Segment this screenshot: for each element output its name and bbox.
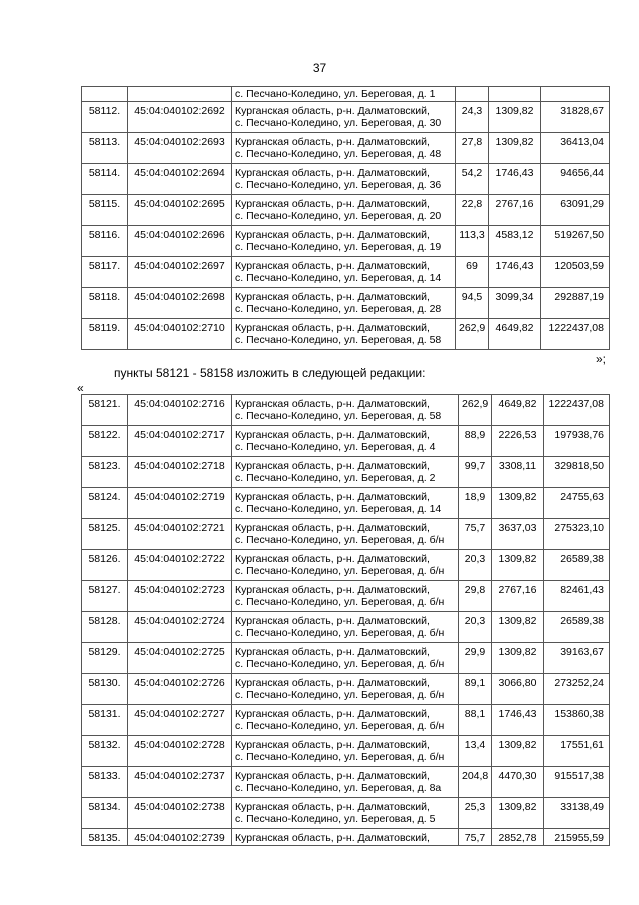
rate-cell: 1746,43 bbox=[492, 705, 544, 736]
address-line-region: Курганская область, р-н. Далматовский, bbox=[235, 801, 430, 813]
table-row bbox=[82, 133, 610, 164]
address-line-locality: с. Песчано-Коледино, ул. Береговая, д. 4 bbox=[235, 441, 436, 453]
cadastral-number-cell: 45:04:040102:2721 bbox=[128, 519, 232, 550]
table-row bbox=[82, 164, 610, 195]
address-cell bbox=[232, 705, 459, 736]
area-cell: 94,5 bbox=[456, 288, 489, 319]
cost-cell: 1222437,08 bbox=[544, 395, 610, 426]
row-number-cell bbox=[82, 87, 128, 102]
cost-cell: 1222437,08 bbox=[541, 319, 610, 350]
cadastral-number-cell: 45:04:040102:2716 bbox=[128, 395, 232, 426]
cadastral-number-cell: 45:04:040102:2717 bbox=[128, 426, 232, 457]
cost-cell: 153860,38 bbox=[544, 705, 610, 736]
table-row bbox=[82, 643, 610, 674]
cadastral-number-cell: 45:04:040102:2693 bbox=[128, 133, 232, 164]
rate-cell: 1309,82 bbox=[489, 102, 541, 133]
area-cell: 89,1 bbox=[459, 674, 492, 705]
address-line-locality: с. Песчано-Коледино, ул. Береговая, д. б/н bbox=[235, 565, 445, 577]
address-cell bbox=[232, 395, 459, 426]
table-row bbox=[82, 767, 610, 798]
address-line-locality: с. Песчано-Коледино, ул. Береговая, д. б/н bbox=[235, 658, 445, 670]
cost-cell: 519267,50 bbox=[541, 226, 610, 257]
rate-cell: 3066,80 bbox=[492, 674, 544, 705]
rate-cell: 4470,30 bbox=[492, 767, 544, 798]
address-line-region: Курганская область, р-н. Далматовский, bbox=[235, 460, 430, 472]
table-row bbox=[82, 288, 610, 319]
table-row bbox=[82, 319, 610, 350]
address-line-locality: с. Песчано-Коледино, ул. Береговая, д. 36 bbox=[235, 179, 442, 191]
address-line-locality: с. Песчано-Коледино, ул. Береговая, д. 14 bbox=[235, 272, 442, 284]
table-row bbox=[82, 829, 610, 846]
row-number-cell: 58122. bbox=[82, 426, 128, 457]
address-cell bbox=[232, 674, 459, 705]
address-line-locality: с. Песчано-Коледино, ул. Береговая, д. 58 bbox=[235, 334, 442, 346]
cadastral-number-cell: 45:04:040102:2724 bbox=[128, 612, 232, 643]
area-cell: 75,7 bbox=[459, 519, 492, 550]
address-line-region: Курганская область, р-н. Далматовский, bbox=[235, 522, 430, 534]
address-cell bbox=[232, 581, 459, 612]
table-row bbox=[82, 581, 610, 612]
address-line-locality: с. Песчано-Коледино, ул. Береговая, д. 8а bbox=[235, 782, 442, 794]
registry-table-bottom bbox=[81, 394, 610, 846]
row-number-cell: 58132. bbox=[82, 736, 128, 767]
row-number-cell: 58123. bbox=[82, 457, 128, 488]
row-number-cell: 58119. bbox=[82, 319, 128, 350]
address-line-region: Курганская область, р-н. Далматовский, bbox=[235, 105, 430, 117]
address-line-region: Курганская область, р-н. Далматовский, bbox=[235, 491, 430, 503]
table-row bbox=[82, 705, 610, 736]
area-cell: 262,9 bbox=[456, 319, 489, 350]
address-cell bbox=[232, 102, 456, 133]
rate-cell: 4583,12 bbox=[489, 226, 541, 257]
cadastral-number-cell: 45:04:040102:2698 bbox=[128, 288, 232, 319]
address-line-region: Курганская область, р-н. Далматовский, bbox=[235, 398, 430, 410]
rate-cell: 2767,16 bbox=[489, 195, 541, 226]
row-number-cell: 58134. bbox=[82, 798, 128, 829]
rate-cell: 1309,82 bbox=[492, 736, 544, 767]
rate-cell: 3637,03 bbox=[492, 519, 544, 550]
rate-cell: 3308,11 bbox=[492, 457, 544, 488]
address-cell bbox=[232, 550, 459, 581]
area-cell: 29,9 bbox=[459, 643, 492, 674]
area-cell: 27,8 bbox=[456, 133, 489, 164]
area-cell: 262,9 bbox=[459, 395, 492, 426]
rate-cell: 1309,82 bbox=[492, 612, 544, 643]
area-cell: 24,3 bbox=[456, 102, 489, 133]
cost-cell: 273252,24 bbox=[544, 674, 610, 705]
cost-cell: 215955,59 bbox=[544, 829, 610, 846]
address-line-region: Курганская область, р-н. Далматовский, bbox=[235, 322, 430, 334]
cadastral-number-cell: 45:04:040102:2723 bbox=[128, 581, 232, 612]
cost-cell: 94656,44 bbox=[541, 164, 610, 195]
rate-cell: 1309,82 bbox=[492, 643, 544, 674]
address-line-region: Курганская область, р-н. Далматовский, bbox=[235, 708, 430, 720]
address-line-locality: с. Песчано-Коледино, ул. Береговая, д. б/н bbox=[235, 627, 445, 639]
row-number-cell: 58126. bbox=[82, 550, 128, 581]
row-number-cell: 58116. bbox=[82, 226, 128, 257]
cost-cell: 329818,50 bbox=[544, 457, 610, 488]
rate-cell: 1746,43 bbox=[489, 164, 541, 195]
area-cell: 29,8 bbox=[459, 581, 492, 612]
address-line-locality: с. Песчано-Коледино, ул. Береговая, д. б/н bbox=[235, 689, 445, 701]
table-row bbox=[82, 550, 610, 581]
address-line-locality: с. Песчано-Коледино, ул. Береговая, д. 19 bbox=[235, 241, 442, 253]
area-cell bbox=[456, 87, 489, 102]
cadastral-number-cell: 45:04:040102:2697 bbox=[128, 257, 232, 288]
address-line-locality: с. Песчано-Коледино, ул. Береговая, д. б/н bbox=[235, 596, 445, 608]
cadastral-number-cell: 45:04:040102:2725 bbox=[128, 643, 232, 674]
area-cell: 88,1 bbox=[459, 705, 492, 736]
cadastral-number-cell: 45:04:040102:2739 bbox=[128, 829, 232, 846]
address-line-locality: с. Песчано-Коледино, ул. Береговая, д. 28 bbox=[235, 303, 442, 315]
address-cell bbox=[232, 519, 459, 550]
area-cell: 69 bbox=[456, 257, 489, 288]
address-line-locality: с. Песчано-Коледино, ул. Береговая, д. 58 bbox=[235, 410, 442, 422]
cadastral-number-cell: 45:04:040102:2695 bbox=[128, 195, 232, 226]
rate-cell: 4649,82 bbox=[492, 395, 544, 426]
cadastral-number-cell: 45:04:040102:2738 bbox=[128, 798, 232, 829]
table-row bbox=[82, 674, 610, 705]
address-cell bbox=[232, 164, 456, 195]
address-cell bbox=[232, 133, 456, 164]
row-number-cell: 58114. bbox=[82, 164, 128, 195]
cost-cell: 275323,10 bbox=[544, 519, 610, 550]
address-cell bbox=[232, 319, 456, 350]
page-number: 37 bbox=[312, 61, 327, 75]
address-line-region: Курганская область, р-н. Далматовский, bbox=[235, 770, 430, 782]
address-line-region: Курганская область, р-н. Далматовский, bbox=[235, 584, 430, 596]
row-number-cell: 58128. bbox=[82, 612, 128, 643]
address-cell bbox=[232, 612, 459, 643]
address-cell bbox=[232, 426, 459, 457]
address-cell bbox=[232, 226, 456, 257]
address-line-region: Курганская область, р-н. Далматовский, bbox=[235, 429, 430, 441]
address-cell bbox=[232, 288, 456, 319]
address-line-region: Курганская область, р-н. Далматовский, bbox=[235, 832, 430, 844]
table-row bbox=[82, 395, 610, 426]
area-cell: 20,3 bbox=[459, 612, 492, 643]
address-line-locality: с. Песчано-Коледино, ул. Береговая, д. б/н bbox=[235, 534, 445, 546]
cadastral-number-cell: 45:04:040102:2722 bbox=[128, 550, 232, 581]
area-cell: 88,9 bbox=[459, 426, 492, 457]
cost-cell: 82461,43 bbox=[544, 581, 610, 612]
cost-cell bbox=[541, 87, 610, 102]
address-line-region: Курганская область, р-н. Далматовский, bbox=[235, 229, 430, 241]
address-line-region: Курганская область, р-н. Далматовский, bbox=[235, 291, 430, 303]
address-line-locality: с. Песчано-Коледино, ул. Береговая, д. 2 bbox=[235, 472, 436, 484]
area-cell: 20,3 bbox=[459, 550, 492, 581]
address-line-region: Курганская область, р-н. Далматовский, bbox=[235, 260, 430, 272]
address-line-locality: с. Песчано-Коледино, ул. Береговая, д. 14 bbox=[235, 503, 442, 515]
address-cell bbox=[232, 457, 459, 488]
cost-cell: 17551,61 bbox=[544, 736, 610, 767]
address-line-region: Курганская область, р-н. Далматовский, bbox=[235, 677, 430, 689]
row-number-cell: 58133. bbox=[82, 767, 128, 798]
rate-cell: 2852,78 bbox=[492, 829, 544, 846]
cadastral-number-cell: 45:04:040102:2728 bbox=[128, 736, 232, 767]
address-line-region: Курганская область, р-н. Далматовский, bbox=[235, 136, 430, 148]
cost-cell: 120503,59 bbox=[541, 257, 610, 288]
table-row bbox=[82, 736, 610, 767]
address-line-region: Курганская область, р-н. Далматовский, bbox=[235, 615, 430, 627]
table-row bbox=[82, 798, 610, 829]
registry-table-top bbox=[81, 86, 610, 350]
row-number-cell: 58131. bbox=[82, 705, 128, 736]
address-cell bbox=[232, 829, 459, 846]
table-row bbox=[82, 519, 610, 550]
cost-cell: 63091,29 bbox=[541, 195, 610, 226]
address-cell bbox=[232, 736, 459, 767]
opening-quote: « bbox=[77, 381, 84, 395]
cost-cell: 33138,49 bbox=[544, 798, 610, 829]
row-number-cell: 58115. bbox=[82, 195, 128, 226]
row-number-cell: 58135. bbox=[82, 829, 128, 846]
area-cell: 99,7 bbox=[459, 457, 492, 488]
area-cell: 18,9 bbox=[459, 488, 492, 519]
address-cell bbox=[232, 767, 459, 798]
rate-cell: 3099,34 bbox=[489, 288, 541, 319]
cadastral-number-cell: 45:04:040102:2696 bbox=[128, 226, 232, 257]
rate-cell: 1309,82 bbox=[492, 798, 544, 829]
cadastral-number-cell: 45:04:040102:2727 bbox=[128, 705, 232, 736]
address-cell bbox=[232, 195, 456, 226]
rate-cell: 1309,82 bbox=[489, 133, 541, 164]
amendment-instruction: пункты 58121 - 58158 изложить в следующей редакции: bbox=[114, 366, 426, 380]
row-number-cell: 58125. bbox=[82, 519, 128, 550]
area-cell: 204,8 bbox=[459, 767, 492, 798]
row-number-cell: 58129. bbox=[82, 643, 128, 674]
table-row bbox=[82, 257, 610, 288]
row-number-cell: 58117. bbox=[82, 257, 128, 288]
cost-cell: 26589,38 bbox=[544, 612, 610, 643]
area-cell: 113,3 bbox=[456, 226, 489, 257]
cost-cell: 26589,38 bbox=[544, 550, 610, 581]
rate-cell: 1746,43 bbox=[489, 257, 541, 288]
area-cell: 22,8 bbox=[456, 195, 489, 226]
address-line-region: Курганская область, р-н. Далматовский, bbox=[235, 646, 430, 658]
address-cell bbox=[232, 257, 456, 288]
area-cell: 75,7 bbox=[459, 829, 492, 846]
rate-cell: 1309,82 bbox=[492, 488, 544, 519]
address-line-locality: с. Песчано-Коледино, ул. Береговая, д. 5 bbox=[235, 813, 436, 825]
area-cell: 13,4 bbox=[459, 736, 492, 767]
cost-cell: 39163,67 bbox=[544, 643, 610, 674]
row-number-cell: 58113. bbox=[82, 133, 128, 164]
table-row bbox=[82, 226, 610, 257]
cadastral-number-cell: 45:04:040102:2726 bbox=[128, 674, 232, 705]
cadastral-number-cell: 45:04:040102:2694 bbox=[128, 164, 232, 195]
cost-cell: 36413,04 bbox=[541, 133, 610, 164]
cadastral-number-cell: 45:04:040102:2710 bbox=[128, 319, 232, 350]
address-cell bbox=[232, 488, 459, 519]
table-row bbox=[82, 102, 610, 133]
area-cell: 25,3 bbox=[459, 798, 492, 829]
address-cell bbox=[232, 643, 459, 674]
cadastral-number-cell: 45:04:040102:2719 bbox=[128, 488, 232, 519]
address-line-locality: с. Песчано-Коледино, ул. Береговая, д. б/н bbox=[235, 751, 445, 763]
rate-cell: 2767,16 bbox=[492, 581, 544, 612]
rate-cell: 2226,53 bbox=[492, 426, 544, 457]
address-cell bbox=[232, 798, 459, 829]
row-number-cell: 58124. bbox=[82, 488, 128, 519]
cadastral-number-cell: 45:04:040102:2692 bbox=[128, 102, 232, 133]
row-number-cell: 58121. bbox=[82, 395, 128, 426]
cadastral-number-cell: 45:04:040102:2718 bbox=[128, 457, 232, 488]
rate-cell bbox=[489, 87, 541, 102]
cost-cell: 197938,76 bbox=[544, 426, 610, 457]
cadastral-cell bbox=[128, 87, 232, 102]
address-line-locality: с. Песчано-Коледино, ул. Береговая, д. 30 bbox=[235, 117, 442, 129]
address-line-region: Курганская область, р-н. Далматовский, bbox=[235, 198, 430, 210]
address-cell: с. Песчано-Коледино, ул. Береговая, д. 1 bbox=[232, 87, 456, 102]
rate-cell: 4649,82 bbox=[489, 319, 541, 350]
address-line-locality: с. Песчано-Коледино, ул. Береговая, д. б/н bbox=[235, 720, 445, 732]
row-number-cell: 58118. bbox=[82, 288, 128, 319]
cost-cell: 31828,67 bbox=[541, 102, 610, 133]
address-line-region: Курганская область, р-н. Далматовский, bbox=[235, 553, 430, 565]
rate-cell: 1309,82 bbox=[492, 550, 544, 581]
row-number-cell: 58130. bbox=[82, 674, 128, 705]
table-row-continued bbox=[82, 87, 610, 102]
address-line-locality: с. Песчано-Коледино, ул. Береговая, д. 48 bbox=[235, 148, 442, 160]
address-line-region: Курганская область, р-н. Далматовский, bbox=[235, 167, 430, 179]
address-line-locality: с. Песчано-Коледино, ул. Береговая, д. 20 bbox=[235, 210, 442, 222]
row-number-cell: 58127. bbox=[82, 581, 128, 612]
cost-cell: 915517,38 bbox=[544, 767, 610, 798]
cost-cell: 24755,63 bbox=[544, 488, 610, 519]
closing-quote: »; bbox=[596, 352, 607, 366]
table-row bbox=[82, 488, 610, 519]
table-row bbox=[82, 195, 610, 226]
table-row bbox=[82, 457, 610, 488]
table-row bbox=[82, 612, 610, 643]
area-cell: 54,2 bbox=[456, 164, 489, 195]
row-number-cell: 58112. bbox=[82, 102, 128, 133]
address-line-region: Курганская область, р-н. Далматовский, bbox=[235, 739, 430, 751]
cost-cell: 292887,19 bbox=[541, 288, 610, 319]
cadastral-number-cell: 45:04:040102:2737 bbox=[128, 767, 232, 798]
table-row bbox=[82, 426, 610, 457]
